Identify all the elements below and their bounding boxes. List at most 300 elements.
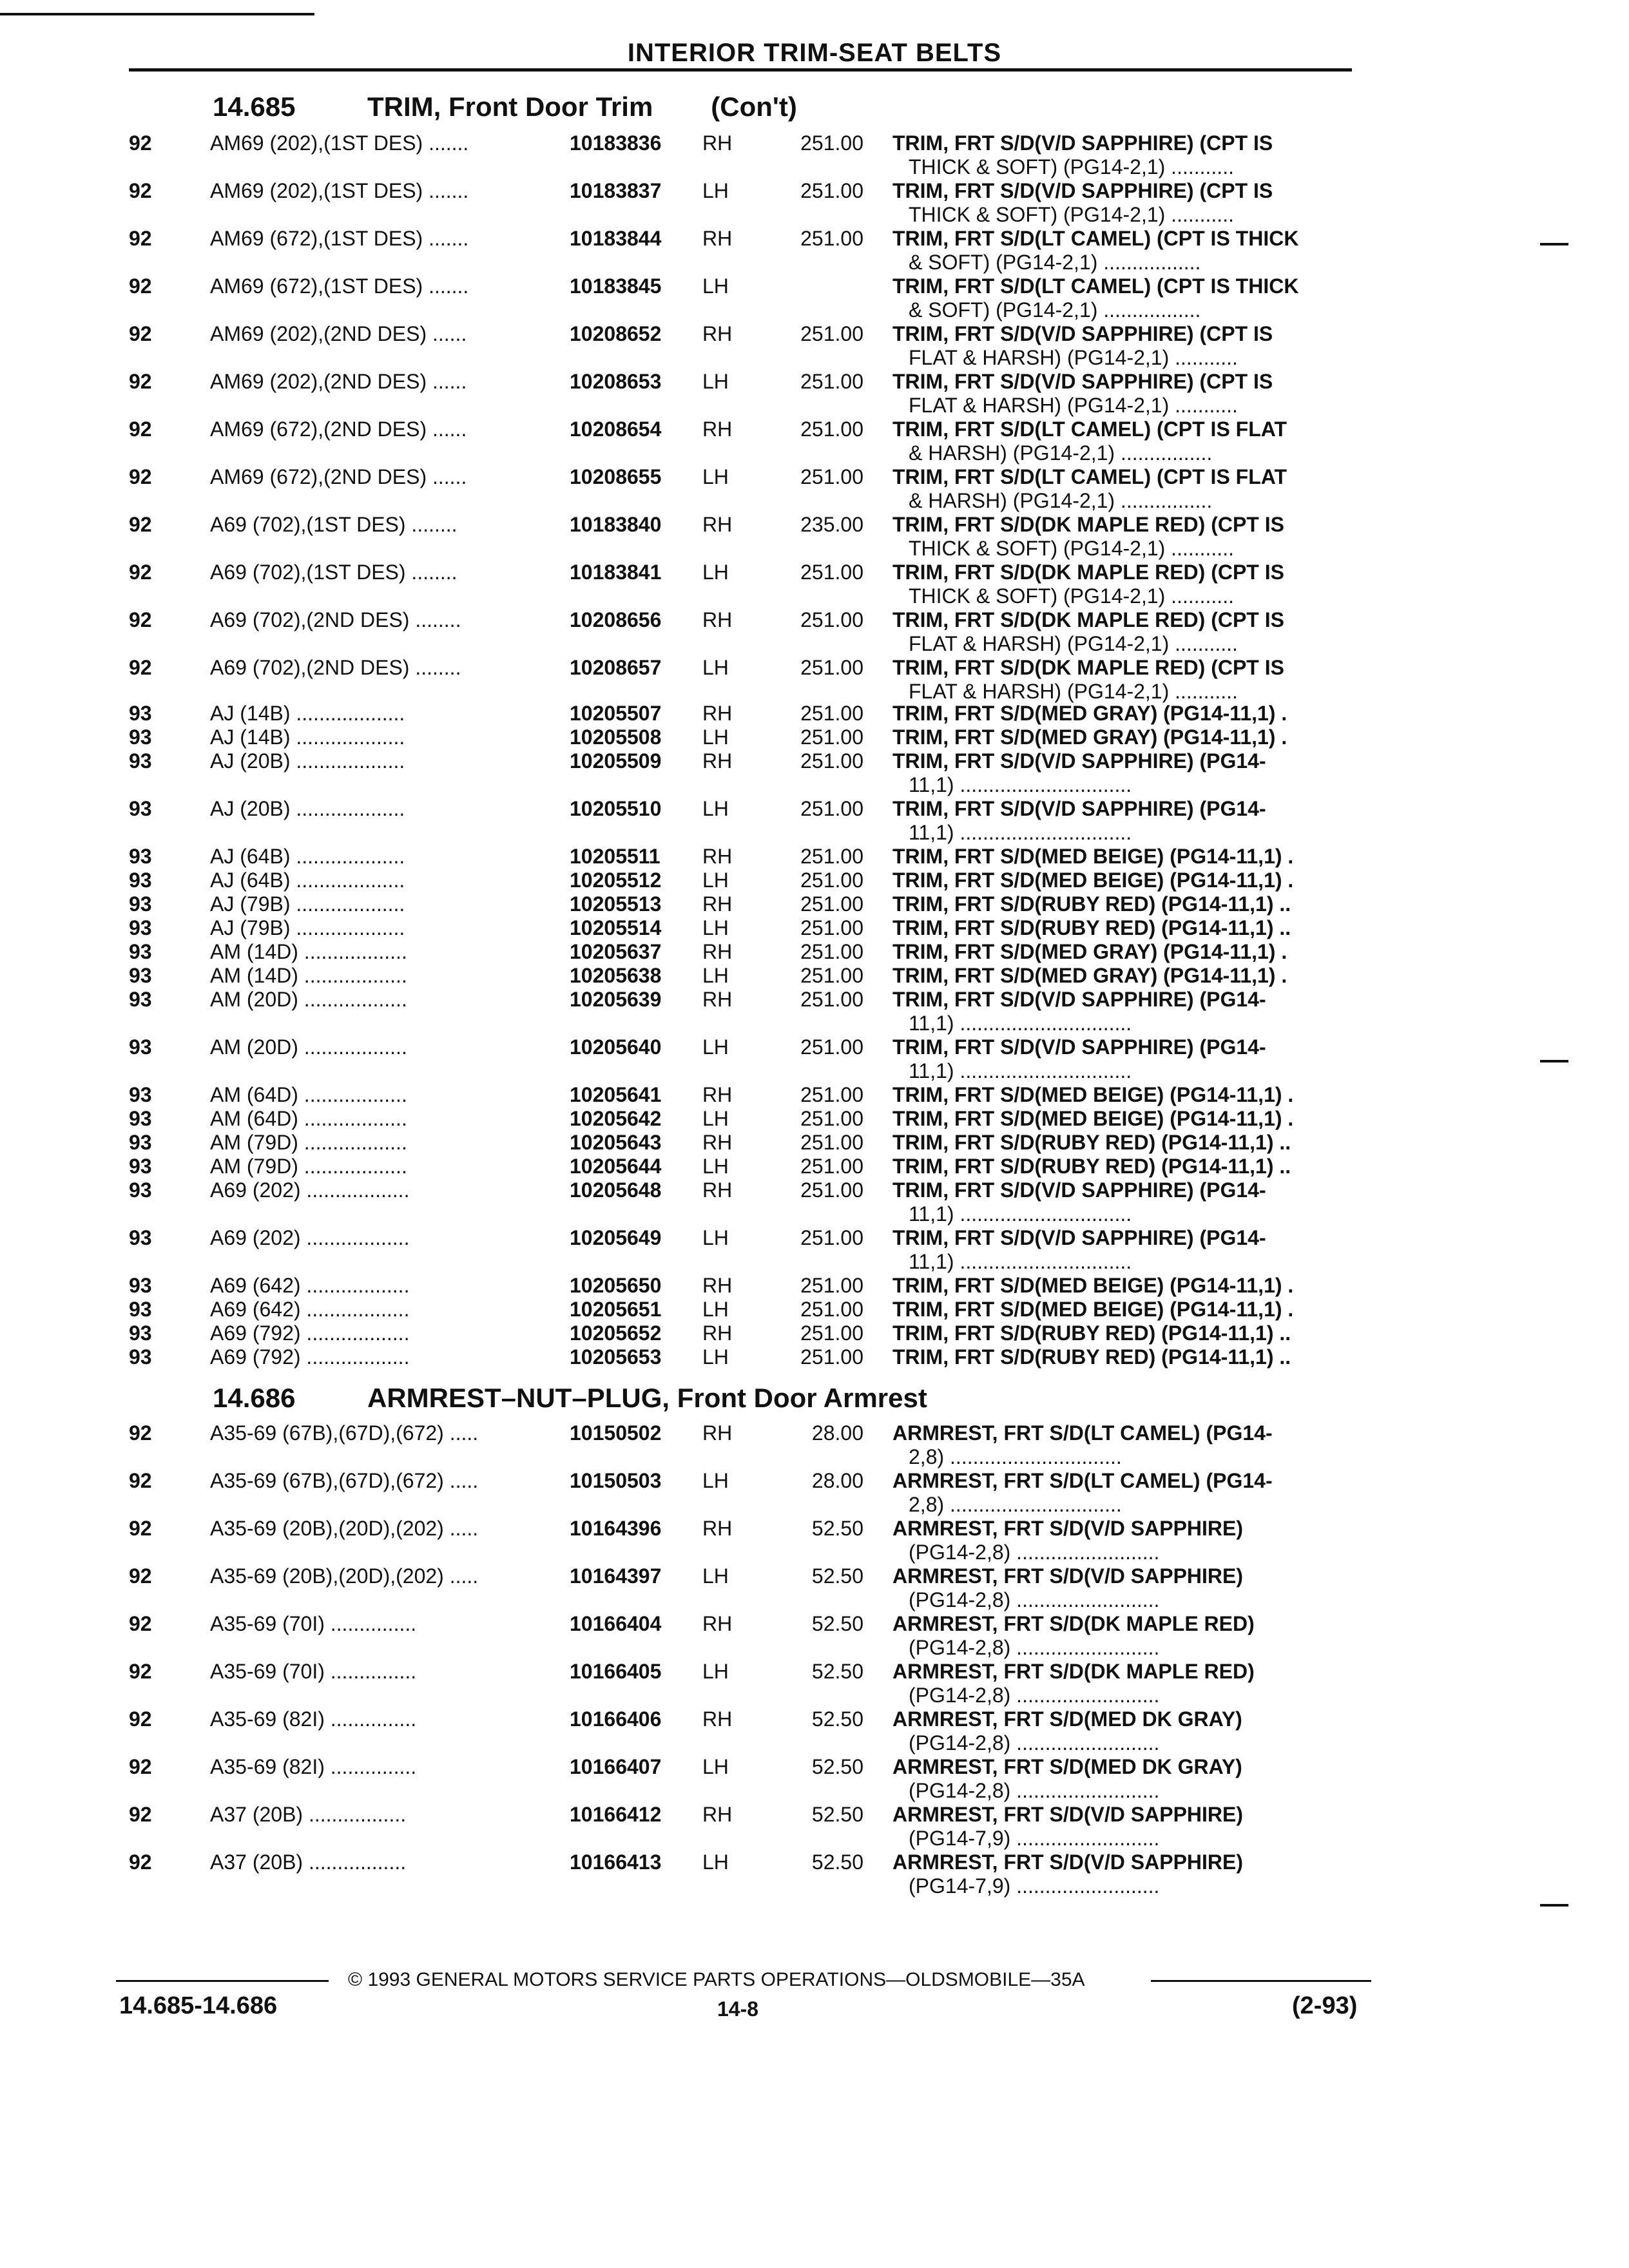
price: 251.00 xyxy=(800,892,863,916)
price: 251.00 xyxy=(800,179,863,202)
side: LH xyxy=(702,561,729,584)
price: 52.50 xyxy=(811,1660,863,1683)
model-year: 92 xyxy=(129,561,152,584)
part-number: 10208654 xyxy=(570,418,662,441)
part-number: 10164396 xyxy=(570,1517,662,1540)
part-number: 10205650 xyxy=(570,1274,662,1297)
part-number: 10208656 xyxy=(570,608,662,631)
description-continued: (PG14-2,8) ......................... xyxy=(909,1779,1160,1802)
part-number: 10205509 xyxy=(570,749,662,773)
footer-date: (2-93) xyxy=(1292,1992,1358,2019)
description-continued: & HARSH) (PG14-2,1) ................ xyxy=(909,489,1213,512)
side: RH xyxy=(702,1803,733,1826)
side: RH xyxy=(702,988,733,1011)
model-year: 93 xyxy=(129,940,152,963)
model-year: 92 xyxy=(129,418,152,441)
parts-row xyxy=(0,322,1629,369)
model-year: 92 xyxy=(129,179,152,202)
margin-tick xyxy=(1540,243,1568,245)
side: LH xyxy=(702,1298,729,1321)
description: TRIM, FRT S/D(LT CAMEL) (CPT IS THICK xyxy=(892,274,1299,298)
model-year: 92 xyxy=(129,465,152,488)
description-continued: 11,1) .............................. xyxy=(909,1012,1132,1035)
side: RH xyxy=(702,749,733,773)
footer-rule-left xyxy=(116,1980,329,1982)
side: LH xyxy=(702,1155,729,1178)
side: RH xyxy=(702,1421,733,1445)
model-code: AM (64D) .................. xyxy=(210,1107,407,1130)
model-year: 92 xyxy=(129,1707,152,1731)
side: LH xyxy=(702,1035,729,1059)
side: LH xyxy=(702,274,729,298)
model-code: AM69 (202),(1ST DES) ....... xyxy=(210,131,469,155)
model-code: AM (79D) .................. xyxy=(210,1131,407,1154)
side: LH xyxy=(702,1660,729,1683)
parts-row xyxy=(0,1421,1629,1468)
margin-tick xyxy=(1540,1904,1568,1907)
part-number: 10205514 xyxy=(570,916,662,939)
description: TRIM, FRT S/D(RUBY RED) (PG14-11,1) .. xyxy=(892,892,1291,916)
price: 251.00 xyxy=(800,1035,863,1059)
description: ARMREST, FRT S/D(V/D SAPPHIRE) xyxy=(892,1564,1244,1588)
price: 251.00 xyxy=(800,465,863,488)
description-continued: & SOFT) (PG14-2,1) ................. xyxy=(909,251,1201,274)
side: LH xyxy=(702,1107,729,1130)
side: LH xyxy=(702,1850,729,1874)
description-continued: (PG14-2,8) ......................... xyxy=(909,1588,1160,1611)
model-code: AM69 (672),(1ST DES) ....... xyxy=(210,274,469,298)
price: 52.50 xyxy=(811,1707,863,1731)
price: 251.00 xyxy=(800,1178,863,1202)
side: LH xyxy=(702,656,729,679)
side: RH xyxy=(702,227,733,250)
parts-row xyxy=(0,988,1629,1035)
part-number: 10150503 xyxy=(570,1469,662,1492)
parts-row xyxy=(0,1469,1629,1516)
section-number: 14.685 xyxy=(213,91,296,122)
price: 251.00 xyxy=(800,608,863,631)
description: ARMREST, FRT S/D(LT CAMEL) (PG14- xyxy=(892,1469,1273,1492)
description: TRIM, FRT S/D(LT CAMEL) (CPT IS FLAT xyxy=(892,465,1287,488)
side: LH xyxy=(702,1755,729,1778)
part-number: 10205639 xyxy=(570,988,662,1011)
model-code: A35-69 (67B),(67D),(672) ..... xyxy=(210,1421,479,1445)
model-code: A69 (702),(2ND DES) ........ xyxy=(210,608,461,631)
section-number: 14.686 xyxy=(213,1383,296,1413)
description-continued: 11,1) .............................. xyxy=(909,773,1132,796)
side: RH xyxy=(702,702,733,725)
price: 251.00 xyxy=(800,322,863,345)
description-continued: & HARSH) (PG14-2,1) ................ xyxy=(909,441,1213,465)
side: LH xyxy=(702,869,729,892)
model-code: AJ (79B) ................... xyxy=(210,892,405,916)
part-number: 10183845 xyxy=(570,274,662,298)
parts-row xyxy=(0,561,1629,608)
model-year: 93 xyxy=(129,1226,152,1249)
side: RH xyxy=(702,845,733,868)
side: RH xyxy=(702,1131,733,1154)
description: TRIM, FRT S/D(MED BEIGE) (PG14-11,1) . xyxy=(892,845,1294,868)
model-year: 92 xyxy=(129,1660,152,1683)
part-number: 10205638 xyxy=(570,964,662,987)
parts-row xyxy=(0,513,1629,560)
description-continued: FLAT & HARSH) (PG14-2,1) ........... xyxy=(909,680,1238,703)
part-number: 10150502 xyxy=(570,1421,662,1445)
parts-row xyxy=(0,1564,1629,1611)
price: 251.00 xyxy=(800,370,863,393)
description-continued: (PG14-2,8) ......................... xyxy=(909,1636,1160,1659)
model-code: A69 (202) .................. xyxy=(210,1226,410,1249)
model-code: A69 (702),(2ND DES) ........ xyxy=(210,656,461,679)
part-number: 10183836 xyxy=(570,131,662,155)
price: 251.00 xyxy=(800,845,863,868)
price: 251.00 xyxy=(800,1345,863,1369)
price: 251.00 xyxy=(800,656,863,679)
model-year: 92 xyxy=(129,656,152,679)
model-code: A35-69 (70I) ............... xyxy=(210,1660,417,1683)
description: TRIM, FRT S/D(RUBY RED) (PG14-11,1) .. xyxy=(892,1131,1291,1154)
price: 251.00 xyxy=(800,869,863,892)
price: 251.00 xyxy=(800,726,863,749)
model-year: 93 xyxy=(129,892,152,916)
description: TRIM, FRT S/D(MED BEIGE) (PG14-11,1) . xyxy=(892,1298,1294,1321)
section-continued: (Con't) xyxy=(711,91,797,122)
side: LH xyxy=(702,370,729,393)
description: TRIM, FRT S/D(V/D SAPPHIRE) (PG14- xyxy=(892,797,1266,820)
price: 52.50 xyxy=(811,1803,863,1826)
model-code: AJ (20B) ................... xyxy=(210,797,405,820)
description-continued: FLAT & HARSH) (PG14-2,1) ........... xyxy=(909,394,1238,417)
description: TRIM, FRT S/D(LT CAMEL) (CPT IS FLAT xyxy=(892,418,1287,441)
part-number: 10166406 xyxy=(570,1707,662,1731)
footer-rule-right xyxy=(1151,1980,1371,1982)
part-number: 10205640 xyxy=(570,1035,662,1059)
model-code: A69 (702),(1ST DES) ........ xyxy=(210,513,458,536)
model-code: AM (79D) .................. xyxy=(210,1155,407,1178)
parts-row xyxy=(0,1803,1629,1850)
model-code: AJ (14B) ................... xyxy=(210,726,405,749)
model-code: AJ (20B) ................... xyxy=(210,749,405,773)
model-year: 92 xyxy=(129,227,152,250)
part-number: 10183837 xyxy=(570,179,662,202)
model-year: 93 xyxy=(129,797,152,820)
description: TRIM, FRT S/D(V/D SAPPHIRE) (PG14- xyxy=(892,1178,1266,1202)
parts-row xyxy=(0,274,1629,322)
model-code: AM (20D) .................. xyxy=(210,988,407,1011)
model-year: 93 xyxy=(129,845,152,868)
part-number: 10205642 xyxy=(570,1107,662,1130)
side: LH xyxy=(702,1345,729,1369)
description-continued: 11,1) .............................. xyxy=(909,821,1132,844)
description-continued: 11,1) .............................. xyxy=(909,1250,1132,1273)
price: 251.00 xyxy=(800,916,863,939)
part-number: 10205648 xyxy=(570,1178,662,1202)
price: 251.00 xyxy=(800,131,863,155)
side: LH xyxy=(702,726,729,749)
model-code: AM69 (672),(2ND DES) ...... xyxy=(210,418,467,441)
price: 251.00 xyxy=(800,702,863,725)
description: TRIM, FRT S/D(MED BEIGE) (PG14-11,1) . xyxy=(892,869,1294,892)
side: RH xyxy=(702,1083,733,1106)
description: TRIM, FRT S/D(LT CAMEL) (CPT IS THICK xyxy=(892,227,1299,250)
model-year: 92 xyxy=(129,1612,152,1635)
section-heading xyxy=(213,1383,927,1414)
parts-row xyxy=(0,465,1629,512)
side: LH xyxy=(702,465,729,488)
side: RH xyxy=(702,1321,733,1345)
part-number: 10205508 xyxy=(570,726,662,749)
section-title: ARMREST–NUT–PLUG, Front Door Armrest xyxy=(367,1383,927,1413)
price: 251.00 xyxy=(800,1107,863,1130)
parts-row xyxy=(0,608,1629,655)
model-code: AM69 (672),(2ND DES) ...... xyxy=(210,465,467,488)
side: RH xyxy=(702,1178,733,1202)
model-code: A69 (702),(1ST DES) ........ xyxy=(210,561,458,584)
part-number: 10166412 xyxy=(570,1803,662,1826)
side: RH xyxy=(702,1517,733,1540)
description-continued: (PG14-2,8) ......................... xyxy=(909,1541,1160,1564)
description: TRIM, FRT S/D(MED BEIGE) (PG14-11,1) . xyxy=(892,1107,1294,1130)
model-year: 93 xyxy=(129,1321,152,1345)
description: ARMREST, FRT S/D(V/D SAPPHIRE) xyxy=(892,1517,1244,1540)
model-code: AM69 (202),(1ST DES) ....... xyxy=(210,179,469,202)
price: 52.50 xyxy=(811,1564,863,1588)
price: 52.50 xyxy=(811,1517,863,1540)
part-number: 10208652 xyxy=(570,322,662,345)
model-code: AM69 (672),(1ST DES) ....... xyxy=(210,227,469,250)
model-year: 93 xyxy=(129,1107,152,1130)
model-code: A35-69 (82I) ............... xyxy=(210,1707,417,1731)
model-code: AJ (64B) ................... xyxy=(210,869,405,892)
part-number: 10205641 xyxy=(570,1083,662,1106)
price: 251.00 xyxy=(800,1226,863,1249)
description-continued: & SOFT) (PG14-2,1) ................. xyxy=(909,298,1201,322)
description: TRIM, FRT S/D(MED BEIGE) (PG14-11,1) . xyxy=(892,1083,1294,1106)
model-code: A35-69 (82I) ............... xyxy=(210,1755,417,1778)
price: 251.00 xyxy=(800,227,863,250)
part-number: 10166407 xyxy=(570,1755,662,1778)
parts-row xyxy=(0,749,1629,796)
price: 251.00 xyxy=(800,964,863,987)
description-continued: (PG14-7,9) ......................... xyxy=(909,1827,1160,1850)
model-code: AM (64D) .................. xyxy=(210,1083,407,1106)
price: 251.00 xyxy=(800,1155,863,1178)
price: 251.00 xyxy=(800,749,863,773)
price: 235.00 xyxy=(800,513,863,536)
model-year: 92 xyxy=(129,1564,152,1588)
parts-row xyxy=(0,1178,1629,1225)
parts-row xyxy=(0,418,1629,465)
description: TRIM, FRT S/D(RUBY RED) (PG14-11,1) .. xyxy=(892,1345,1291,1369)
model-year: 93 xyxy=(129,1274,152,1297)
footer-range: 14.685-14.686 xyxy=(119,1992,278,2019)
price: 251.00 xyxy=(800,1083,863,1106)
model-year: 93 xyxy=(129,988,152,1011)
model-year: 92 xyxy=(129,131,152,155)
price: 251.00 xyxy=(800,1298,863,1321)
parts-row xyxy=(0,1517,1629,1564)
part-number: 10205512 xyxy=(570,869,662,892)
parts-row xyxy=(0,1707,1629,1754)
part-number: 10205507 xyxy=(570,702,662,725)
model-code: A35-69 (20B),(20D),(202) ..... xyxy=(210,1564,479,1588)
description-continued: THICK & SOFT) (PG14-2,1) ........... xyxy=(909,537,1234,560)
description: ARMREST, FRT S/D(V/D SAPPHIRE) xyxy=(892,1850,1244,1874)
side: RH xyxy=(702,513,733,536)
model-year: 92 xyxy=(129,1421,152,1445)
description: TRIM, FRT S/D(MED BEIGE) (PG14-11,1) . xyxy=(892,1274,1294,1297)
model-year: 92 xyxy=(129,1803,152,1826)
part-number: 10205643 xyxy=(570,1131,662,1154)
page-title: INTERIOR TRIM-SEAT BELTS xyxy=(627,39,1002,67)
price: 251.00 xyxy=(800,797,863,820)
description: TRIM, FRT S/D(V/D SAPPHIRE) (CPT IS xyxy=(892,370,1273,393)
side: RH xyxy=(702,892,733,916)
model-year: 92 xyxy=(129,274,152,298)
margin-tick xyxy=(1540,1060,1568,1062)
parts-row xyxy=(0,370,1629,417)
part-number: 10205644 xyxy=(570,1155,662,1178)
description: ARMREST, FRT S/D(DK MAPLE RED) xyxy=(892,1612,1255,1635)
description: TRIM, FRT S/D(DK MAPLE RED) (CPT IS xyxy=(892,513,1284,536)
model-code: A35-69 (67B),(67D),(672) ..... xyxy=(210,1469,479,1492)
part-number: 10205649 xyxy=(570,1226,662,1249)
side: RH xyxy=(702,418,733,441)
part-number: 10183844 xyxy=(570,227,662,250)
description-continued: FLAT & HARSH) (PG14-2,1) ........... xyxy=(909,632,1238,655)
model-code: AM69 (202),(2ND DES) ...... xyxy=(210,322,467,345)
model-code: A69 (642) .................. xyxy=(210,1298,410,1321)
parts-row xyxy=(0,179,1629,226)
footer-page-number: 14-8 xyxy=(717,1997,759,2021)
description: ARMREST, FRT S/D(MED DK GRAY) xyxy=(892,1755,1242,1778)
model-year: 93 xyxy=(129,916,152,939)
parts-row xyxy=(0,1345,1629,1384)
parts-row xyxy=(0,1035,1629,1082)
parts-row xyxy=(0,131,1629,178)
description: TRIM, FRT S/D(V/D SAPPHIRE) (CPT IS xyxy=(892,322,1273,345)
parts-row xyxy=(0,1660,1629,1707)
side: LH xyxy=(702,1564,729,1588)
model-code: AM (14D) .................. xyxy=(210,940,407,963)
model-year: 93 xyxy=(129,1155,152,1178)
model-year: 93 xyxy=(129,1178,152,1202)
part-number: 10164397 xyxy=(570,1564,662,1588)
model-year: 92 xyxy=(129,370,152,393)
description: TRIM, FRT S/D(V/D SAPPHIRE) (PG14- xyxy=(892,1226,1266,1249)
side: RH xyxy=(702,1612,733,1635)
side: RH xyxy=(702,322,733,345)
side: LH xyxy=(702,916,729,939)
description: TRIM, FRT S/D(MED GRAY) (PG14-11,1) . xyxy=(892,964,1287,987)
part-number: 10205652 xyxy=(570,1321,662,1345)
description: TRIM, FRT S/D(V/D SAPPHIRE) (CPT IS xyxy=(892,131,1273,155)
model-year: 92 xyxy=(129,1469,152,1492)
side: LH xyxy=(702,179,729,202)
description: TRIM, FRT S/D(V/D SAPPHIRE) (PG14- xyxy=(892,988,1266,1011)
model-year: 93 xyxy=(129,1298,152,1321)
parts-row xyxy=(0,656,1629,703)
price: 251.00 xyxy=(800,561,863,584)
model-year: 93 xyxy=(129,702,152,725)
description-continued: 11,1) .............................. xyxy=(909,1202,1132,1225)
description: TRIM, FRT S/D(RUBY RED) (PG14-11,1) .. xyxy=(892,916,1291,939)
parts-row xyxy=(0,1226,1629,1273)
parts-row xyxy=(0,1612,1629,1659)
part-number: 10208655 xyxy=(570,465,662,488)
model-code: A37 (20B) ................. xyxy=(210,1850,407,1874)
description-continued: THICK & SOFT) (PG14-2,1) ........... xyxy=(909,584,1234,608)
model-code: AM (14D) .................. xyxy=(210,964,407,987)
description: TRIM, FRT S/D(MED GRAY) (PG14-11,1) . xyxy=(892,702,1287,725)
description-continued: (PG14-7,9) ......................... xyxy=(909,1874,1160,1898)
part-number: 10205511 xyxy=(570,845,660,868)
price: 28.00 xyxy=(811,1421,863,1445)
model-year: 92 xyxy=(129,1517,152,1540)
model-year: 93 xyxy=(129,749,152,773)
part-number: 10205637 xyxy=(570,940,662,963)
price: 52.50 xyxy=(811,1850,863,1874)
model-year: 93 xyxy=(129,1083,152,1106)
model-code: AJ (64B) ................... xyxy=(210,845,405,868)
description: TRIM, FRT S/D(V/D SAPPHIRE) (PG14- xyxy=(892,1035,1266,1059)
part-number: 10166413 xyxy=(570,1850,662,1874)
part-number: 10205510 xyxy=(570,797,662,820)
side: RH xyxy=(702,1707,733,1731)
parts-row xyxy=(0,797,1629,844)
side: LH xyxy=(702,1226,729,1249)
side: LH xyxy=(702,964,729,987)
section-title: TRIM, Front Door Trim xyxy=(367,91,653,122)
description: TRIM, FRT S/D(RUBY RED) (PG14-11,1) .. xyxy=(892,1321,1291,1345)
price: 251.00 xyxy=(800,418,863,441)
price: 251.00 xyxy=(800,1321,863,1345)
model-code: A35-69 (70I) ............... xyxy=(210,1612,417,1635)
price: 28.00 xyxy=(811,1469,863,1492)
model-year: 92 xyxy=(129,1755,152,1778)
model-code: A69 (202) .................. xyxy=(210,1178,410,1202)
description-continued: FLAT & HARSH) (PG14-2,1) ........... xyxy=(909,346,1238,369)
model-year: 93 xyxy=(129,964,152,987)
section-heading xyxy=(213,91,797,122)
price: 251.00 xyxy=(800,940,863,963)
side: RH xyxy=(702,131,733,155)
model-code: A35-69 (20B),(20D),(202) ..... xyxy=(210,1517,479,1540)
part-number: 10205513 xyxy=(570,892,662,916)
description-continued: (PG14-2,8) ......................... xyxy=(909,1684,1160,1707)
description: TRIM, FRT S/D(MED GRAY) (PG14-11,1) . xyxy=(892,726,1287,749)
part-number: 10183840 xyxy=(570,513,662,536)
description: ARMREST, FRT S/D(LT CAMEL) (PG14- xyxy=(892,1421,1273,1445)
model-code: AM69 (202),(2ND DES) ...... xyxy=(210,370,467,393)
model-code: AJ (14B) ................... xyxy=(210,702,405,725)
description-continued: 11,1) .............................. xyxy=(909,1059,1132,1082)
side: RH xyxy=(702,940,733,963)
model-code: AM (20D) .................. xyxy=(210,1035,407,1059)
description: TRIM, FRT S/D(DK MAPLE RED) (CPT IS xyxy=(892,656,1284,679)
model-year: 93 xyxy=(129,1131,152,1154)
model-code: A69 (642) .................. xyxy=(210,1274,410,1297)
model-code: A69 (792) .................. xyxy=(210,1321,410,1345)
price: 251.00 xyxy=(800,1131,863,1154)
description-continued: 2,8) .............................. xyxy=(909,1493,1122,1516)
description: ARMREST, FRT S/D(V/D SAPPHIRE) xyxy=(892,1803,1244,1826)
description-continued: (PG14-2,8) ......................... xyxy=(909,1731,1160,1754)
model-year: 92 xyxy=(129,608,152,631)
model-year: 92 xyxy=(129,1850,152,1874)
side: LH xyxy=(702,1469,729,1492)
price: 251.00 xyxy=(800,988,863,1011)
